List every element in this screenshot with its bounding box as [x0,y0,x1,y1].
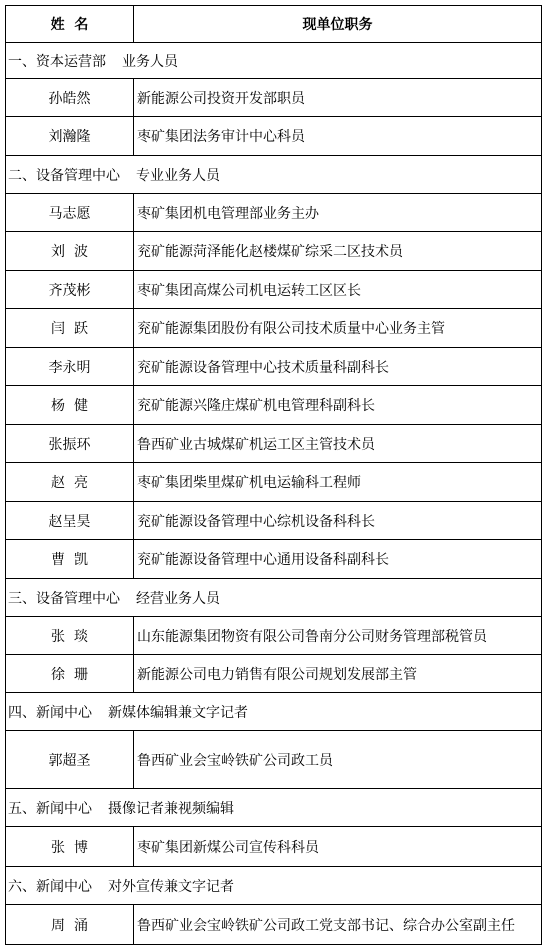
section-row [6,156,542,194]
person-name: 李永明 [6,348,134,386]
table-row [6,617,542,655]
person-name: 杨 健 [6,386,134,425]
personnel-table [5,5,542,945]
section-role: 摄像记者兼视频编辑 [108,800,234,817]
section-row [6,43,542,79]
section-title: 四、新闻中心 [8,704,92,721]
table-body [6,43,542,945]
person-position: 枣矿集团机电管理部业务主办 [134,194,542,232]
section-role: 业务人员 [122,53,178,70]
person-position: 兖矿能源设备管理中心技术质量科副科长 [134,348,542,386]
section-heading [6,156,542,194]
person-name: 张 琰 [6,617,134,655]
section-role: 新媒体编辑兼文字记者 [108,704,248,721]
person-name: 马志愿 [6,194,134,232]
table-row [6,827,542,867]
table-row [6,425,542,463]
person-name: 刘瀚隆 [6,117,134,156]
person-position: 兖矿能源设备管理中心综机设备科科长 [134,502,542,540]
table-row [6,348,542,386]
section-heading [6,693,542,731]
person-name: 闫 跃 [6,309,134,348]
person-position: 鲁西矿业会宝岭铁矿公司政工党支部书记、综合办公室副主任 [134,905,542,945]
table-row [6,386,542,425]
person-position: 枣矿集团柴里煤矿机电运输科工程师 [134,463,542,502]
person-name: 刘 波 [6,232,134,271]
person-position: 枣矿集团法务审计中心科员 [134,117,542,156]
table-row [6,905,542,945]
table-row [6,731,542,789]
person-name: 郭超圣 [6,731,134,789]
table-row [6,232,542,271]
table-row [6,117,542,156]
person-position: 兖矿能源兴隆庄煤矿机电管理科副科长 [134,386,542,425]
person-name: 孙皓然 [6,79,134,117]
person-position: 兖矿能源设备管理中心通用设备科副科长 [134,540,542,579]
person-position: 新能源公司投资开发部职员 [134,79,542,117]
section-heading [6,789,542,827]
section-heading [6,867,542,905]
section-row [6,579,542,617]
person-position: 山东能源集团物资有限公司鲁南分公司财务管理部税管员 [134,617,542,655]
section-heading [6,579,542,617]
person-name: 徐 珊 [6,655,134,693]
person-name: 赵呈昊 [6,502,134,540]
table-row [6,309,542,348]
table-row [6,463,542,502]
section-row [6,867,542,905]
person-position: 枣矿集团新煤公司宣传科科员 [134,827,542,867]
person-name: 张 博 [6,827,134,867]
person-position: 新能源公司电力销售有限公司规划发展部主管 [134,655,542,693]
header-name: 姓 名 [6,6,134,43]
person-position: 兖矿能源菏泽能化赵楼煤矿综采二区技术员 [134,232,542,271]
person-name: 赵 亮 [6,463,134,502]
person-position: 鲁西矿业古城煤矿机运工区主管技术员 [134,425,542,463]
person-name: 张振环 [6,425,134,463]
person-position: 兖矿能源集团股份有限公司技术质量中心业务主管 [134,309,542,348]
section-title: 五、新闻中心 [8,800,92,817]
table-row [6,271,542,309]
section-title: 六、新闻中心 [8,878,92,895]
person-position: 鲁西矿业会宝岭铁矿公司政工员 [134,731,542,789]
person-position: 枣矿集团高煤公司机电运转工区区长 [134,271,542,309]
section-row [6,789,542,827]
section-title: 三、设备管理中心 [8,590,120,607]
section-role: 经营业务人员 [136,590,220,607]
table-header-row [6,6,542,43]
section-role: 对外宣传兼文字记者 [108,878,234,895]
table-row [6,655,542,693]
section-row [6,693,542,731]
table-row [6,540,542,579]
person-name: 齐茂彬 [6,271,134,309]
table-row [6,194,542,232]
section-role: 专业业务人员 [136,167,220,184]
table-row [6,502,542,540]
table-row [6,79,542,117]
person-name: 曹 凯 [6,540,134,579]
section-title: 二、设备管理中心 [8,167,120,184]
section-heading [6,43,542,79]
person-name: 周 涌 [6,905,134,945]
section-title: 一、资本运营部 [8,53,106,70]
header-position: 现单位职务 [134,6,542,43]
